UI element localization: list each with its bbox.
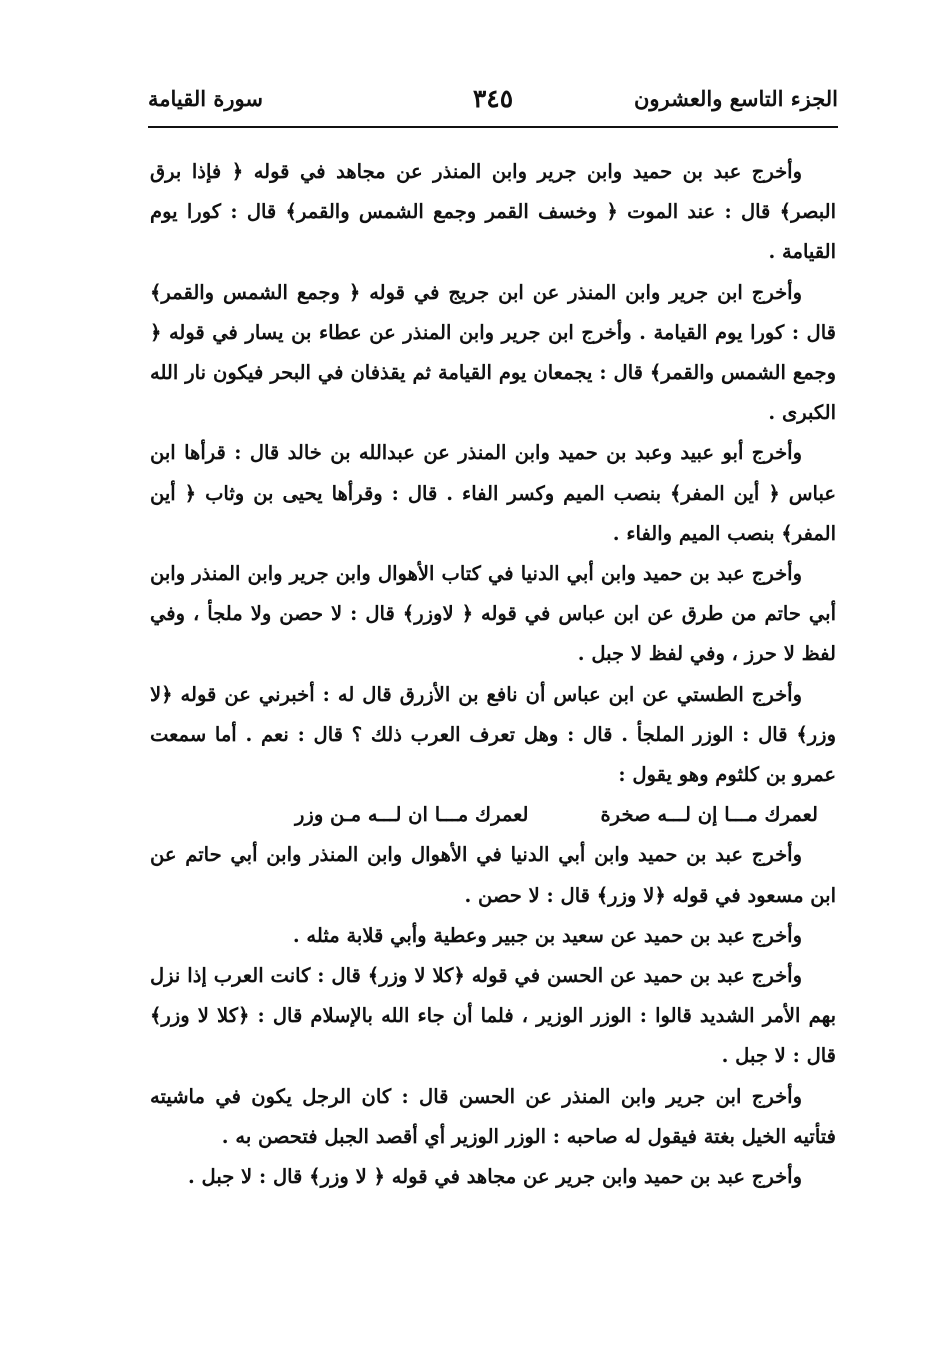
paragraph: وأخرج عبد بن حميد وابن أبي الدنيا في الأهوال وابن المنذر وابن أبي حاتم عن ابن مسعود في قوله ﴿لا وزر﴾ قال : لا حصن . xyxy=(150,843,836,907)
paragraph: وأخرج ابن جرير وابن المنذر عن ابن جريج في قوله ﴿ وجمع الشمس والقمر﴾ قال : كورا يوم القيامة . وأخرج ابن جرير وابن المنذر عن عطاء بن يسار في قوله ﴿ وجمع الشمس والقمر﴾ قال : يجمعان يوم القيامة ثم يقذفان في البحر فيكون نار الله الكبرى . xyxy=(150,280,836,425)
surah-title: سورة القيامة xyxy=(148,86,263,111)
paragraph: وأخرج عبد بن حميد عن سعيد بن جبير وعطية وأبي قلابة مثله . xyxy=(292,923,802,947)
paragraph: وأخرج عبد بن حميد عن الحسن في قوله ﴿كلا لا وزر﴾ قال : كانت العرب إذا نزل بهم الأمر الشديد قالوا : الوزر الوزير ، فلما أن جاء الله بالإسلام قال : ﴿كلا لا وزر﴾ قال : لا جبل . xyxy=(150,964,836,1068)
part-title: الجزء التاسع والعشرون xyxy=(633,86,838,111)
poem-first-hemistich: لعمرك مـــا إن لـــه صخرة xyxy=(600,803,818,827)
poem-verse xyxy=(150,795,836,835)
poem-second-hemistich: لعمرك مـــا ان لـــه مـن وزر xyxy=(295,803,529,827)
page-number: ٣٤٥ xyxy=(472,84,514,113)
header-rule xyxy=(148,126,838,128)
paragraph: وأخرج ابن جرير وابن المنذر عن الحسن قال : كان الرجل يكون في ماشيته فتأتيه الخيل بغتة فيقول له صاحبه : الوزر الوزير أي أقصد الجبل فتحصن به . xyxy=(150,1084,836,1148)
running-header xyxy=(148,80,838,120)
paragraph: وأخرج الطستي عن ابن عباس أن نافع بن الأزرق قال له : أخبرني عن قوله ﴿لا وزر﴾ قال : الوزر الملجأ . قال : وهل تعرف العرب ذلك ؟ قال : نعم . أما سمعت عمرو بن كلثوم وهو يقول : xyxy=(150,682,836,787)
paragraph: وأخرج أبو عبيد وعبد بن حميد وابن المنذر عن عبدالله بن خالد قال : قرأها ابن عباس ﴿ أين المفر﴾ بنصب الميم وكسر الفاء . قال : وقرأها يحيى بن وثاب ﴿ أين المفر﴾ بنصب الميم والفاء . xyxy=(150,441,836,545)
paragraph: وأخرج عبد بن حميد وابن جرير عن مجاهد في قوله ﴿ لا وزر﴾ قال : لا جبل . xyxy=(187,1165,802,1189)
paragraph: وأخرج عبد بن حميد وابن أبي الدنيا في كتاب الأهوال وابن جرير وابن المنذر وابن أبي حاتم من طرق عن ابن عباس في قوله ﴿ لاوزر﴾ قال : لا حصن ولا ملجأ ، وفي لفظ لا حرز ، وفي لفظ لا جبل . xyxy=(150,562,836,666)
paragraph: وأخرج عبد بن حميد وابن جرير وابن المنذر عن مجاهد في قوله ﴿ فإذا برق البصر﴾ قال : عند الموت ﴿ وخسف القمر وجمع الشمس والقمر﴾ قال : كورا يوم القيامة . xyxy=(150,160,836,264)
body-text xyxy=(150,152,836,1197)
